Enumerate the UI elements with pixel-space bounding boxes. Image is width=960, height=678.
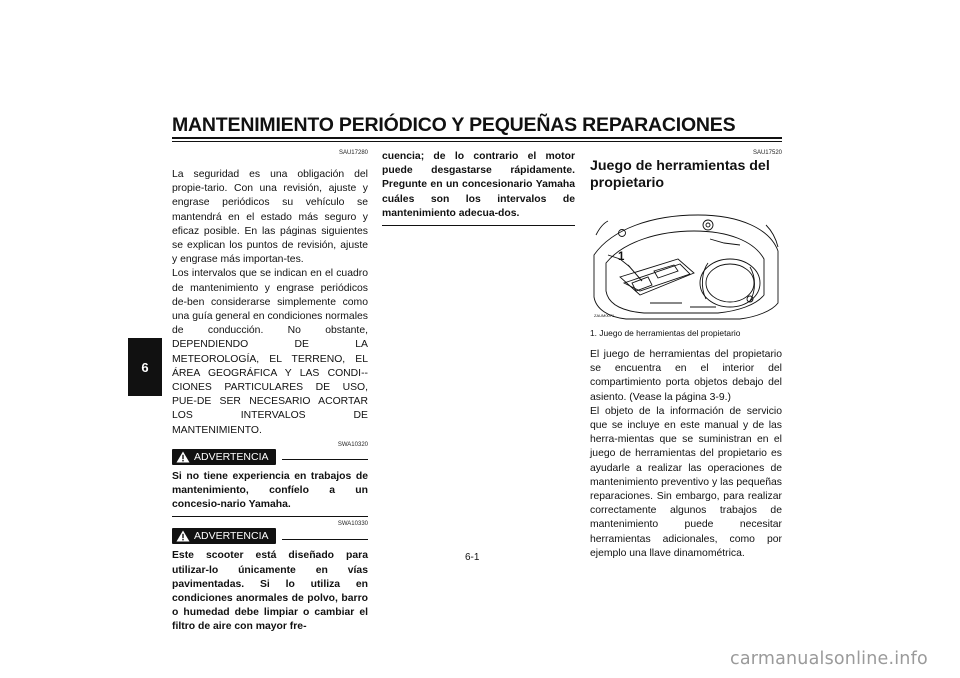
warning-triangle-icon bbox=[176, 451, 190, 463]
warning-continuation-text: cuencia; de lo contrario el motor puede desgastarse rápidamente. Pregunte en un concesionario Yamaha cuáles son los intervalos de mantenimiento adecua-dos. bbox=[382, 151, 575, 219]
chapter-number: 6 bbox=[141, 359, 149, 375]
warning-badge bbox=[172, 528, 276, 544]
page-number: 6-1 bbox=[465, 552, 480, 563]
watermark: carmanualsonline.info bbox=[730, 649, 928, 669]
warning-end-rule bbox=[172, 516, 368, 517]
warning-rule bbox=[282, 539, 369, 540]
section-code: SAU17280 bbox=[338, 150, 368, 156]
column-3 bbox=[590, 150, 782, 561]
intro-paragraph: La seguridad es una obligación del propie-tario. Con una revisión, ajuste y engrase periódicos su vehículo se mantendrá en el estado más seguro y eficaz posible. En las páginas siguientes se explican los puntos de revisión, ajuste y engrase más importan-tes. bbox=[172, 169, 368, 266]
figure-caption: 1. Juego de herramientas del propietario bbox=[590, 328, 741, 338]
warning-code: SWA10330 bbox=[337, 521, 368, 528]
service-info-paragraph: El objeto de la información de servicio que se incluye en este manual y de las herra-mientas que se suministran en el juego de herramientas del propietario es ayudarle a realizar las operaciones de mantenimiento preventivo y las pequeñas reparaciones. Sin embargo, para realizar correctamente algunos trabajos de mantenimiento puede necesitar herramientas adicionales, como por ejemplo una llave dinamométrica. bbox=[590, 405, 782, 559]
column-1 bbox=[172, 150, 368, 635]
column-2 bbox=[382, 150, 575, 226]
title-rule-thin bbox=[172, 141, 782, 142]
warning-text: Si no tiene experiencia en trabajos de mantenimiento, confíelo a un concesio-nario Yamaha. bbox=[172, 470, 368, 511]
section-code: SAU17520 bbox=[752, 150, 782, 156]
intervals-paragraph: Los intervalos que se indican en el cuadro de mantenimiento y engrase periódicos de-ben considerarse simplemente como una guía general en condiciones normales de conducción. No obstante, DEPENDIENDO DE LA METEOROLOGÍA, EL TERRENO, EL ÁREA GEOGRÁFICA Y LAS CONDI-CIONES PARTICULARES DE USO, PUE-DE SER NECESARIO ACORTAR LOS INTERVALOS DE MANTENIMIENTO. bbox=[172, 268, 368, 436]
figure-callout-number: 1 bbox=[618, 251, 625, 263]
section-heading: Juego de herramientas del propietario bbox=[590, 158, 770, 191]
warning-end-rule bbox=[382, 225, 575, 226]
warning-text: Este scooter está diseñado para utilizar-lo únicamente en vías pavimentadas. Si lo utiliza en condiciones anormales de polvo, barro o humedad debe limpiar o cambiar el filtro de aire con mayor fre- bbox=[172, 550, 368, 633]
warning-label: ADVERTENCIA bbox=[194, 530, 269, 543]
warning-header bbox=[172, 528, 368, 544]
warning-triangle-icon bbox=[176, 530, 190, 542]
warning-badge bbox=[172, 449, 276, 465]
location-paragraph: El juego de herramientas del propietario se encuentra en el interior del compartimiento porta objetos debajo del asiento. (Vease la página 3-9.) bbox=[590, 349, 782, 403]
warning-code: SWA10320 bbox=[337, 441, 368, 448]
warning-header bbox=[172, 449, 368, 465]
figure-code: ZAUM0071 bbox=[594, 313, 615, 318]
warning-label: ADVERTENCIA bbox=[194, 450, 269, 463]
warning-rule bbox=[282, 459, 369, 460]
page-title: MANTENIMIENTO PERIÓDICO Y PEQUEÑAS REPARACIONES bbox=[172, 114, 736, 136]
chapter-tab bbox=[128, 338, 162, 396]
tool-kit-figure bbox=[590, 199, 782, 323]
title-rule-thick bbox=[172, 137, 782, 139]
